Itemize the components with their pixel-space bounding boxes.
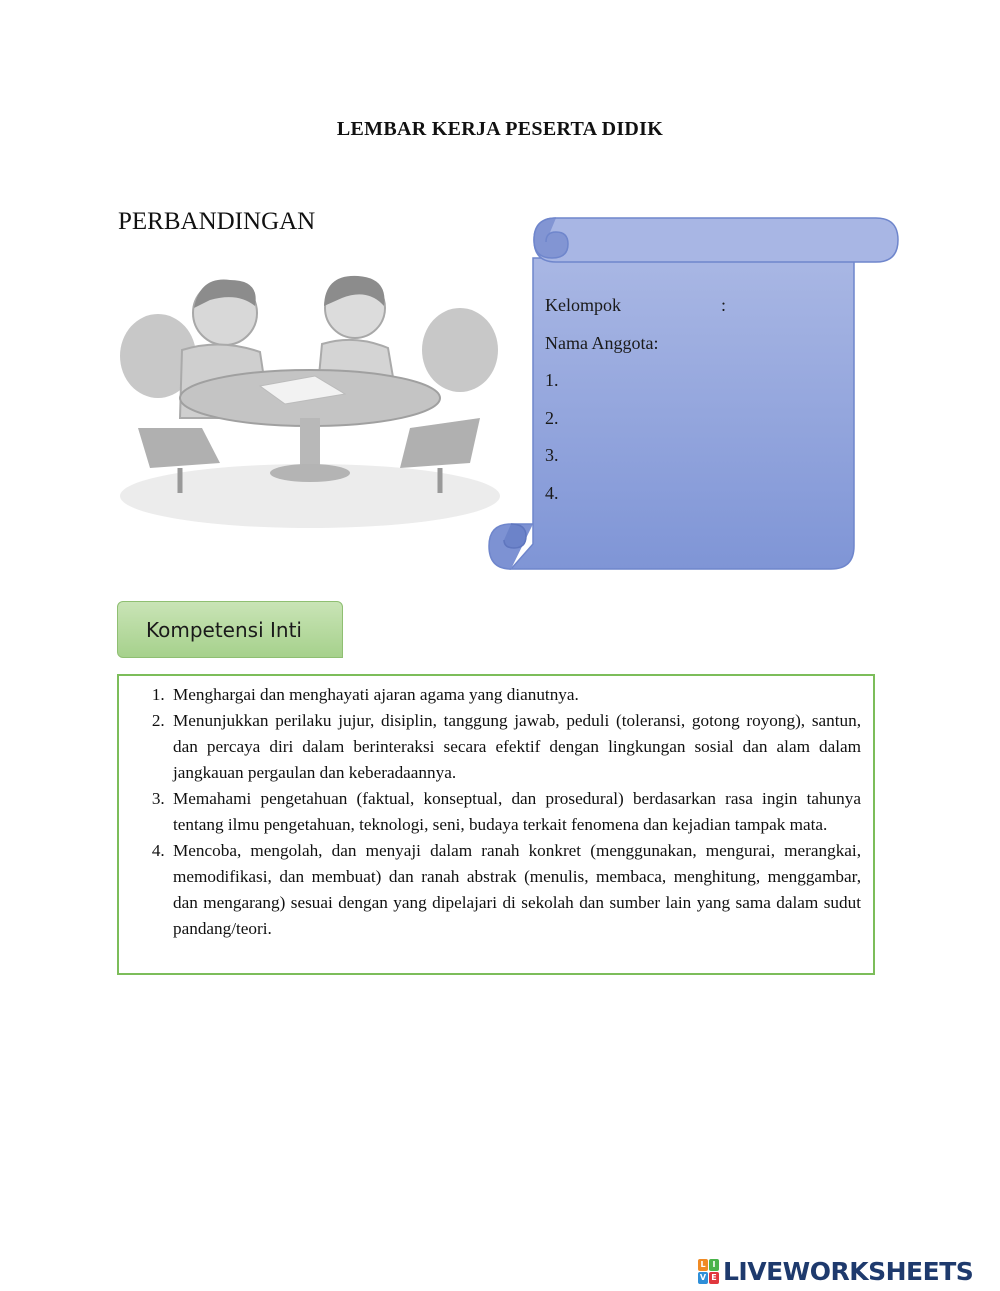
group-label: Kelompok: [545, 295, 621, 315]
competency-item-2: 2. Menunjukkan perilaku jujur, disiplin, tanggung jawab, peduli (toleransi, gotong royong), santun, dan percaya diri dalam berinteraksi secara efektif dengan lingkungan sosial dan alam dalam jangkauan pergaulan dan keberadaannya.: [169, 708, 861, 786]
competency-list-box: [117, 674, 875, 975]
page-title: LEMBAR KERJA PESERTA DIDIK: [336, 118, 664, 140]
competency-heading: Kompetensi Inti: [117, 601, 343, 658]
competency-list: [137, 682, 861, 942]
member-number-2: 2.: [545, 407, 559, 428]
group-info-text: [545, 293, 727, 518]
subject-heading: PERBANDINGAN: [118, 208, 316, 235]
competency-item-4: 4. Mencoba, mengolah, dan menyaji dalam ranah konkret (menggunakan, mengurai, merangkai, memodifikasi, dan membuat) dan ranah abstrak (menulis, membaca, menghitung, menggambar, dan mengarang) sesuai dengan yang dipelajari di sekolah dan sumber lain yang sama dalam sudut pandang/teori.: [169, 838, 861, 942]
logo-mark-icon: L I V E: [698, 1259, 719, 1284]
group-colon: :: [721, 295, 727, 315]
member-number-3: 3.: [545, 445, 559, 465]
members-label: Nama Anggota:: [545, 332, 659, 353]
liveworksheets-logo: [698, 1256, 973, 1286]
member-number-1: 1.: [545, 370, 559, 390]
competency-item-3: 3. Memahami pengetahuan (faktual, konseptual, dan prosedural) berdasarkan rasa ingin tahunya tentang ilmu pengetahuan, teknologi, seni, budaya terkait fenomena dan kejadian tampak mata.: [169, 786, 861, 838]
group-row: [545, 293, 727, 331]
competency-item-1: 1. Menghargai dan menghayati ajaran agama yang dianutnya.: [169, 682, 861, 708]
logo-text: LIVEWORKSHEETS: [723, 1256, 974, 1286]
discussion-illustration: [110, 268, 510, 538]
member-number-4: 4.: [545, 482, 559, 503]
